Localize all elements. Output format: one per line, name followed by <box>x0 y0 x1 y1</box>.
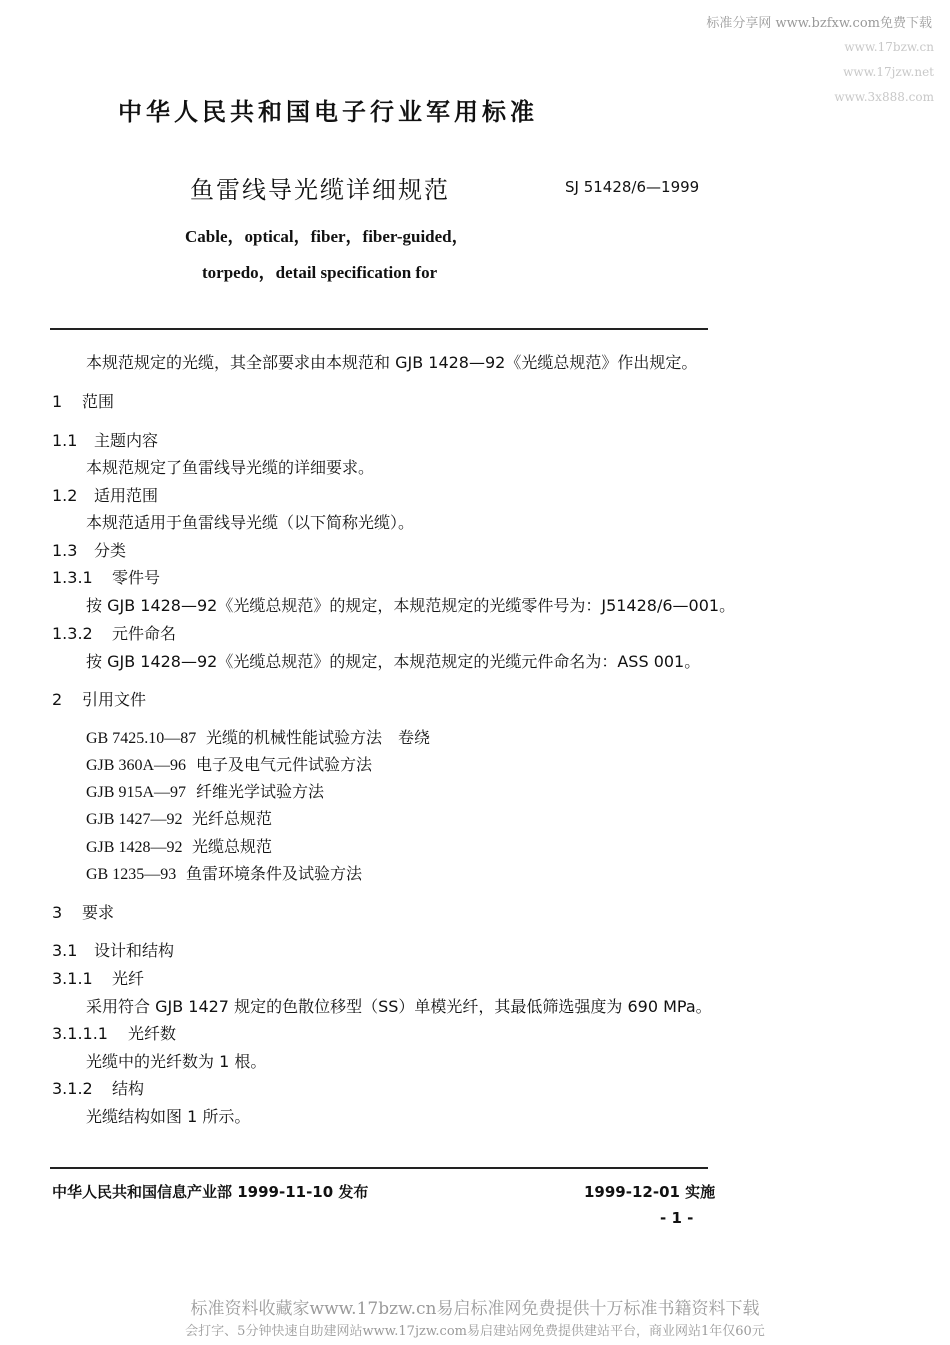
section-1-3-2-text: 按 GJB 1428—92《光缆总规范》的规定，本规范规定的光缆元件命名为：ASS 001。 <box>86 652 701 671</box>
section-3-1-heading <box>52 938 174 961</box>
section-3-1-1-1-heading <box>52 1021 176 1044</box>
reference-code: GB 7425.10—87 <box>86 730 197 747</box>
section-1-heading <box>52 389 114 412</box>
watermark-line: www.3x888.com <box>834 90 934 104</box>
section-1-3-heading <box>52 538 126 561</box>
section-number: 3.1.1 <box>52 969 93 988</box>
bottom-watermark-line1: 标准资料收藏家www.17bzw.cn易启标准网免费提供十万标准书籍资料下载 <box>190 1299 760 1319</box>
reference-item <box>86 834 272 857</box>
reference-item <box>86 861 362 884</box>
section-1-1-heading <box>52 428 158 451</box>
reference-title: 纤维光学试验方法 <box>196 782 325 801</box>
section-number: 3.1 <box>52 941 78 960</box>
reference-title: 光缆总规范 <box>192 837 273 856</box>
section-3-1-1-1-text: 光缆中的光纤数为 1 根。 <box>86 1052 267 1071</box>
section-3-1-1-heading <box>52 966 144 989</box>
section-2-heading <box>52 687 146 710</box>
footer-divider <box>50 1167 708 1169</box>
section-3-1-2-heading <box>52 1076 144 1099</box>
section-number: 1.1 <box>52 431 78 450</box>
watermark-line: www.17jzw.net <box>843 65 934 79</box>
section-title: 要求 <box>82 903 115 922</box>
section-1-2-heading <box>52 483 158 506</box>
section-title: 分类 <box>94 541 127 560</box>
reference-code: GJB 1427—92 <box>86 811 183 828</box>
section-1-3-1-heading <box>52 565 160 588</box>
section-1-3-2-heading <box>52 621 176 644</box>
section-number: 2 <box>52 690 63 709</box>
effective-date: 1999-12-01 实施 <box>584 1183 716 1201</box>
watermark-line: www.17bzw.cn <box>844 40 934 54</box>
section-title: 范围 <box>82 392 115 411</box>
section-title: 适用范围 <box>94 486 159 505</box>
document-title: 鱼雷线导光缆详细规范 <box>190 176 450 204</box>
bottom-watermark-line2: 会打字、5分钟快速自助建网站www.17jzw.com易启建站网免费提供建站平台，商业网站1年仅60元 <box>185 1324 765 1339</box>
section-number: 1.3 <box>52 541 78 560</box>
section-title: 元件命名 <box>112 624 177 643</box>
page-number: - 1 - <box>660 1209 694 1227</box>
reference-code: GB 1235—93 <box>86 866 177 883</box>
reference-item <box>86 752 372 775</box>
section-1-3-1-text: 按 GJB 1428—92《光缆总规范》的规定，本规范规定的光缆零件号为：J51428/6—001。 <box>86 596 736 615</box>
section-number: 1.3.2 <box>52 624 93 643</box>
section-number: 3.1.1.1 <box>52 1024 108 1043</box>
section-number: 3 <box>52 903 63 922</box>
section-title: 光纤 <box>112 969 145 988</box>
section-title: 设计和结构 <box>94 941 175 960</box>
standard-type: 中华人民共和国电子行业军用标准 <box>118 98 538 126</box>
section-title: 主题内容 <box>94 431 159 450</box>
section-number: 3.1.2 <box>52 1079 93 1098</box>
issue-info: 中华人民共和国信息产业部 1999-11-10 发布 <box>52 1183 369 1201</box>
reference-item <box>86 779 324 802</box>
reference-code: GJB 915A—97 <box>86 784 187 801</box>
section-title: 结构 <box>112 1079 145 1098</box>
section-1-1-text: 本规范规定了鱼雷线导光缆的详细要求。 <box>86 458 375 477</box>
reference-item <box>86 806 272 829</box>
reference-code: GJB 1428—92 <box>86 839 183 856</box>
reference-title: 光缆的机械性能试验方法 卷绕 <box>206 728 431 747</box>
section-title: 光纤数 <box>128 1024 177 1043</box>
english-title-line1: Cable，optical，fiber，fiber-guided， <box>185 227 469 246</box>
section-3-1-2-text: 光缆结构如图 1 所示。 <box>86 1107 251 1126</box>
reference-code: GJB 360A—96 <box>86 757 187 774</box>
section-1-2-text: 本规范适用于鱼雷线导光缆（以下简称光缆）。 <box>86 513 415 532</box>
section-number: 1.3.1 <box>52 568 93 587</box>
reference-item <box>86 725 430 748</box>
section-title: 引用文件 <box>82 690 147 709</box>
english-title-line2: torpedo，detail specification for <box>202 263 438 282</box>
section-3-1-1-text: 采用符合 GJB 1427 规定的色散位移型（SS）单模光纤，其最低筛选强度为 690 MPa。 <box>86 997 712 1016</box>
section-3-heading <box>52 900 114 923</box>
reference-title: 光纤总规范 <box>192 809 273 828</box>
document-code: SJ 51428/6—1999 <box>565 178 700 196</box>
reference-title: 电子及电气元件试验方法 <box>196 755 373 774</box>
header-divider <box>50 328 708 330</box>
intro-text: 本规范规定的光缆，其全部要求由本规范和 GJB 1428—92《光缆总规范》作出规定。 <box>86 353 698 372</box>
section-number: 1 <box>52 392 63 411</box>
reference-title: 鱼雷环境条件及试验方法 <box>186 864 363 883</box>
watermark-top: 标准分享网 www.bzfxw.com免费下载 <box>706 16 932 31</box>
section-number: 1.2 <box>52 486 78 505</box>
section-title: 零件号 <box>112 568 161 587</box>
